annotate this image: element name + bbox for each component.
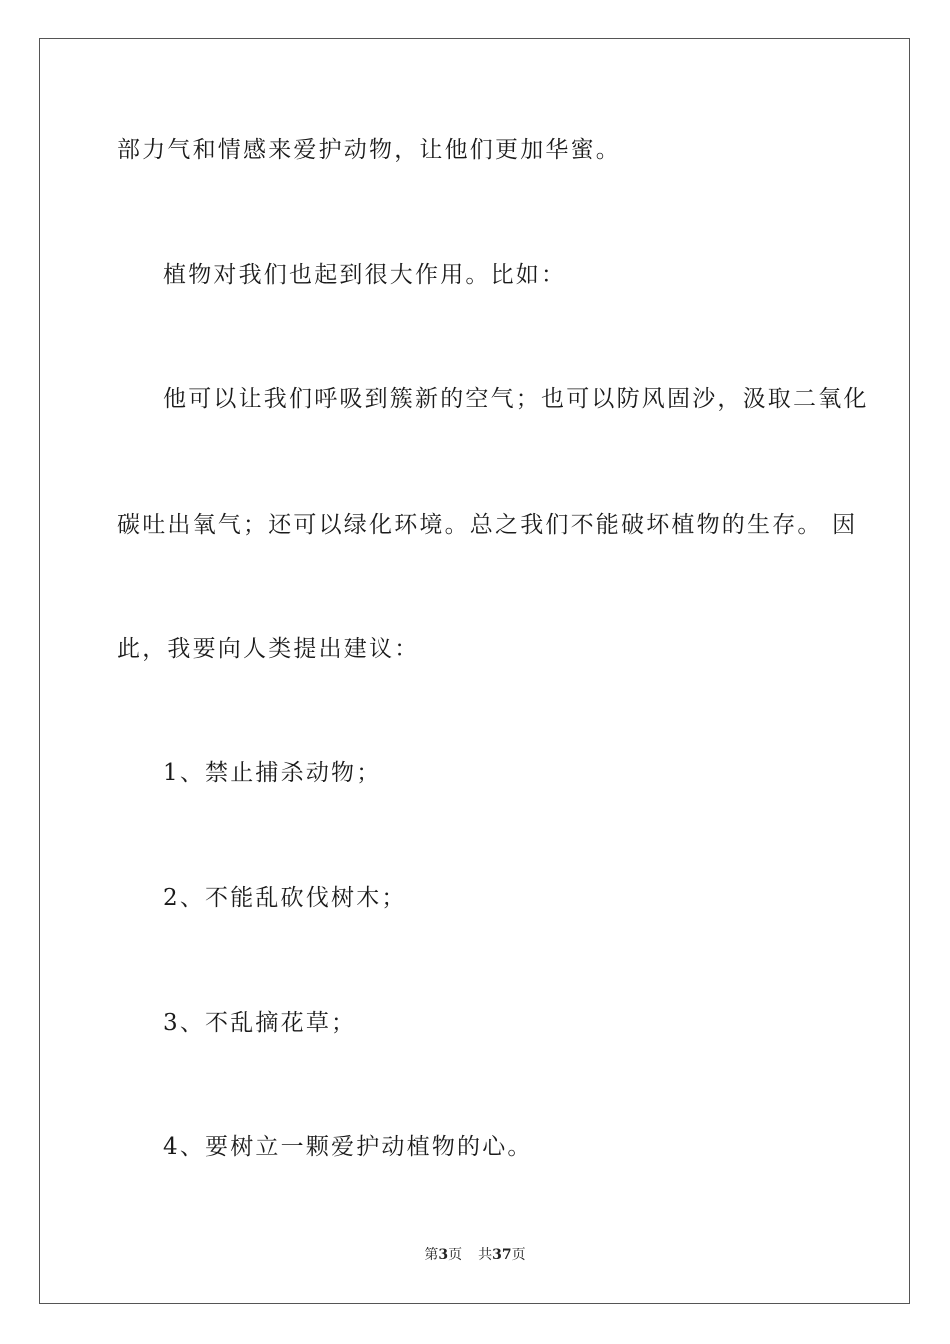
list-item-3: 3、不乱摘花草； — [163, 1010, 357, 1036]
paragraph-line-2: 植物对我们也起到很大作用。比如： — [163, 262, 567, 288]
page-prefix: 第 — [424, 1247, 439, 1263]
total-suffix: 页 — [511, 1247, 526, 1263]
list-item-1: 1、禁止捕杀动物； — [163, 760, 382, 786]
paragraph-line-1: 部力气和情感来爱护动物，让他们更加华蜜。 — [117, 137, 621, 163]
page-number: 3 — [438, 1247, 449, 1263]
paragraph-line-5: 此，我要向人类提出建议： — [117, 636, 420, 662]
page-footer — [0, 1246, 950, 1264]
total-prefix: 共 — [478, 1247, 493, 1263]
paragraph-line-3: 他可以让我们呼吸到簇新的空气；也可以防风固沙，汲取二氧化 — [163, 386, 869, 412]
list-item-4: 4、要树立一颗爱护动植物的心。 — [163, 1134, 533, 1160]
page-total: 37 — [492, 1247, 512, 1263]
paragraph-line-4: 碳吐出氧气；还可以绿化环境。总之我们不能破坏植物的生存。 因 — [117, 512, 858, 538]
page-border — [39, 38, 910, 1304]
list-item-2: 2、不能乱砍伐树木； — [163, 885, 407, 911]
page-suffix: 页 — [448, 1247, 463, 1263]
